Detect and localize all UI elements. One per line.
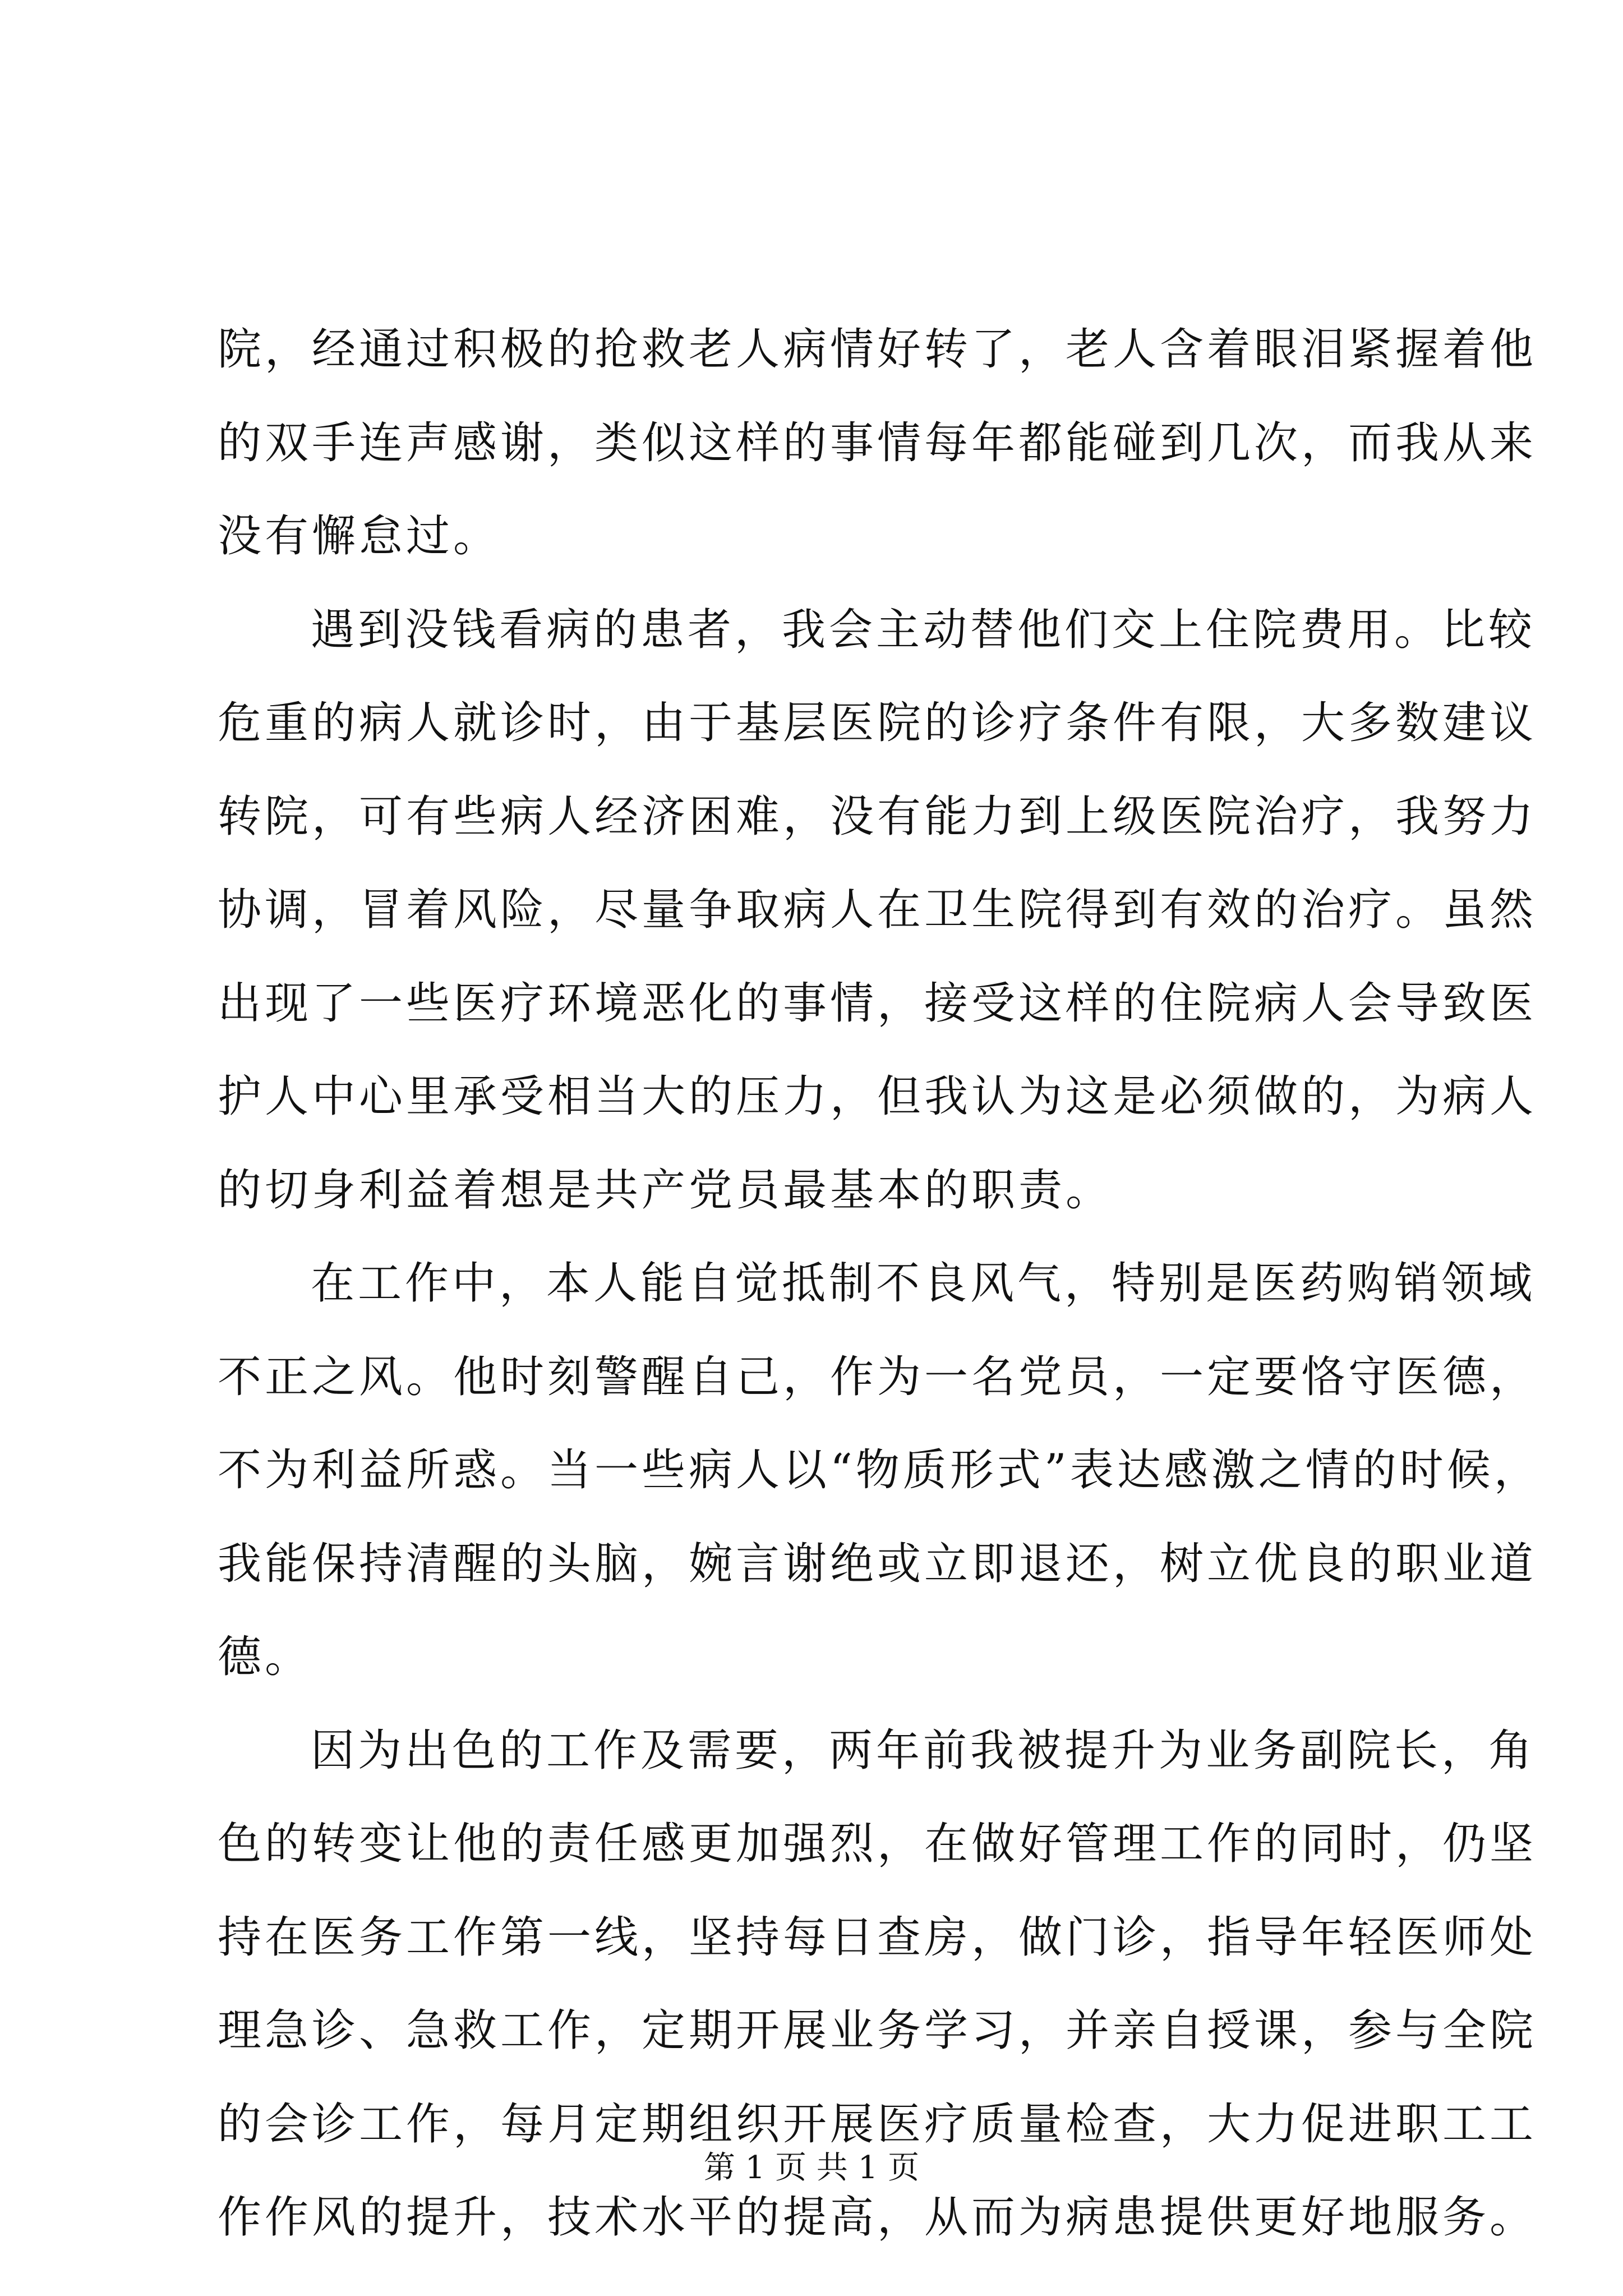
text-line: 不正之风。他时刻警醒自己，作为一名党员，一定要恪守医德， <box>218 1351 1537 1402</box>
page-footer: 第 1 页 共 1 页 <box>703 2150 920 2186</box>
text-line: 出现了一些医疗环境恶化的事情，接受这样的住院病人会导致医 <box>218 978 1537 1029</box>
text-line: 危重的病人就诊时，由于基层医院的诊疗条件有限，大多数建议 <box>218 698 1537 748</box>
text-line: 转院，可有些病人经济困难，没有能力到上级医院治疗，我努力 <box>218 791 1537 842</box>
text-line: 协调，冒着风险，尽量争取病人在卫生院得到有效的治疗。虽然 <box>218 885 1537 935</box>
text-line: 的切身利益着想是共产党员最基本的职责。 <box>218 1165 1113 1216</box>
paragraph-first-line: 在工作中，本人能自觉抵制不良风气，特别是医药购销领域 <box>311 1258 1536 1309</box>
text-line: 的双手连声感谢，类似这样的事情每年都能碰到几次，而我从来 <box>218 417 1537 468</box>
text-line: 护人中心里承受相当大的压力，但我认为这是必须做的，为病人 <box>218 1071 1537 1122</box>
text-line: 德。 <box>218 1632 312 1682</box>
text-line: 不为利益所惑。当一些病人以“物质形式”表达感激之情的时候， <box>218 1445 1541 1496</box>
text-line: 的会诊工作，每月定期组织开展医疗质量检查，大力促进职工工 <box>218 2099 1537 2150</box>
document-body <box>218 303 1541 2265</box>
paragraph-first-line: 因为出色的工作及需要，两年前我被提升为业务副院长，角 <box>311 1725 1536 1776</box>
text-line: 没有懈怠过。 <box>218 511 501 562</box>
text-line: 我能保持清醒的头脑，婉言谢绝或立即退还，树立优良的职业道 <box>218 1538 1537 1589</box>
text-line: 院，经通过积极的抢救老人病情好转了，老人含着眼泪紧握着他 <box>218 324 1537 375</box>
text-line: 持在医务工作第一线，坚持每日查房，做门诊，指导年轻医师处 <box>218 1912 1537 1963</box>
text-line: 作作风的提升，技术水平的提高，从而为病患提供更好地服务。 <box>218 2192 1537 2243</box>
paragraph-first-line: 遇到没钱看病的患者，我会主动替他们交上住院费用。比较 <box>311 604 1536 655</box>
text-line: 色的转变让他的责任感更加强烈，在做好管理工作的同时，仍坚 <box>218 1819 1537 1869</box>
text-line: 理急诊、急救工作，定期开展业务学习，并亲自授课，参与全院 <box>218 2005 1537 2056</box>
